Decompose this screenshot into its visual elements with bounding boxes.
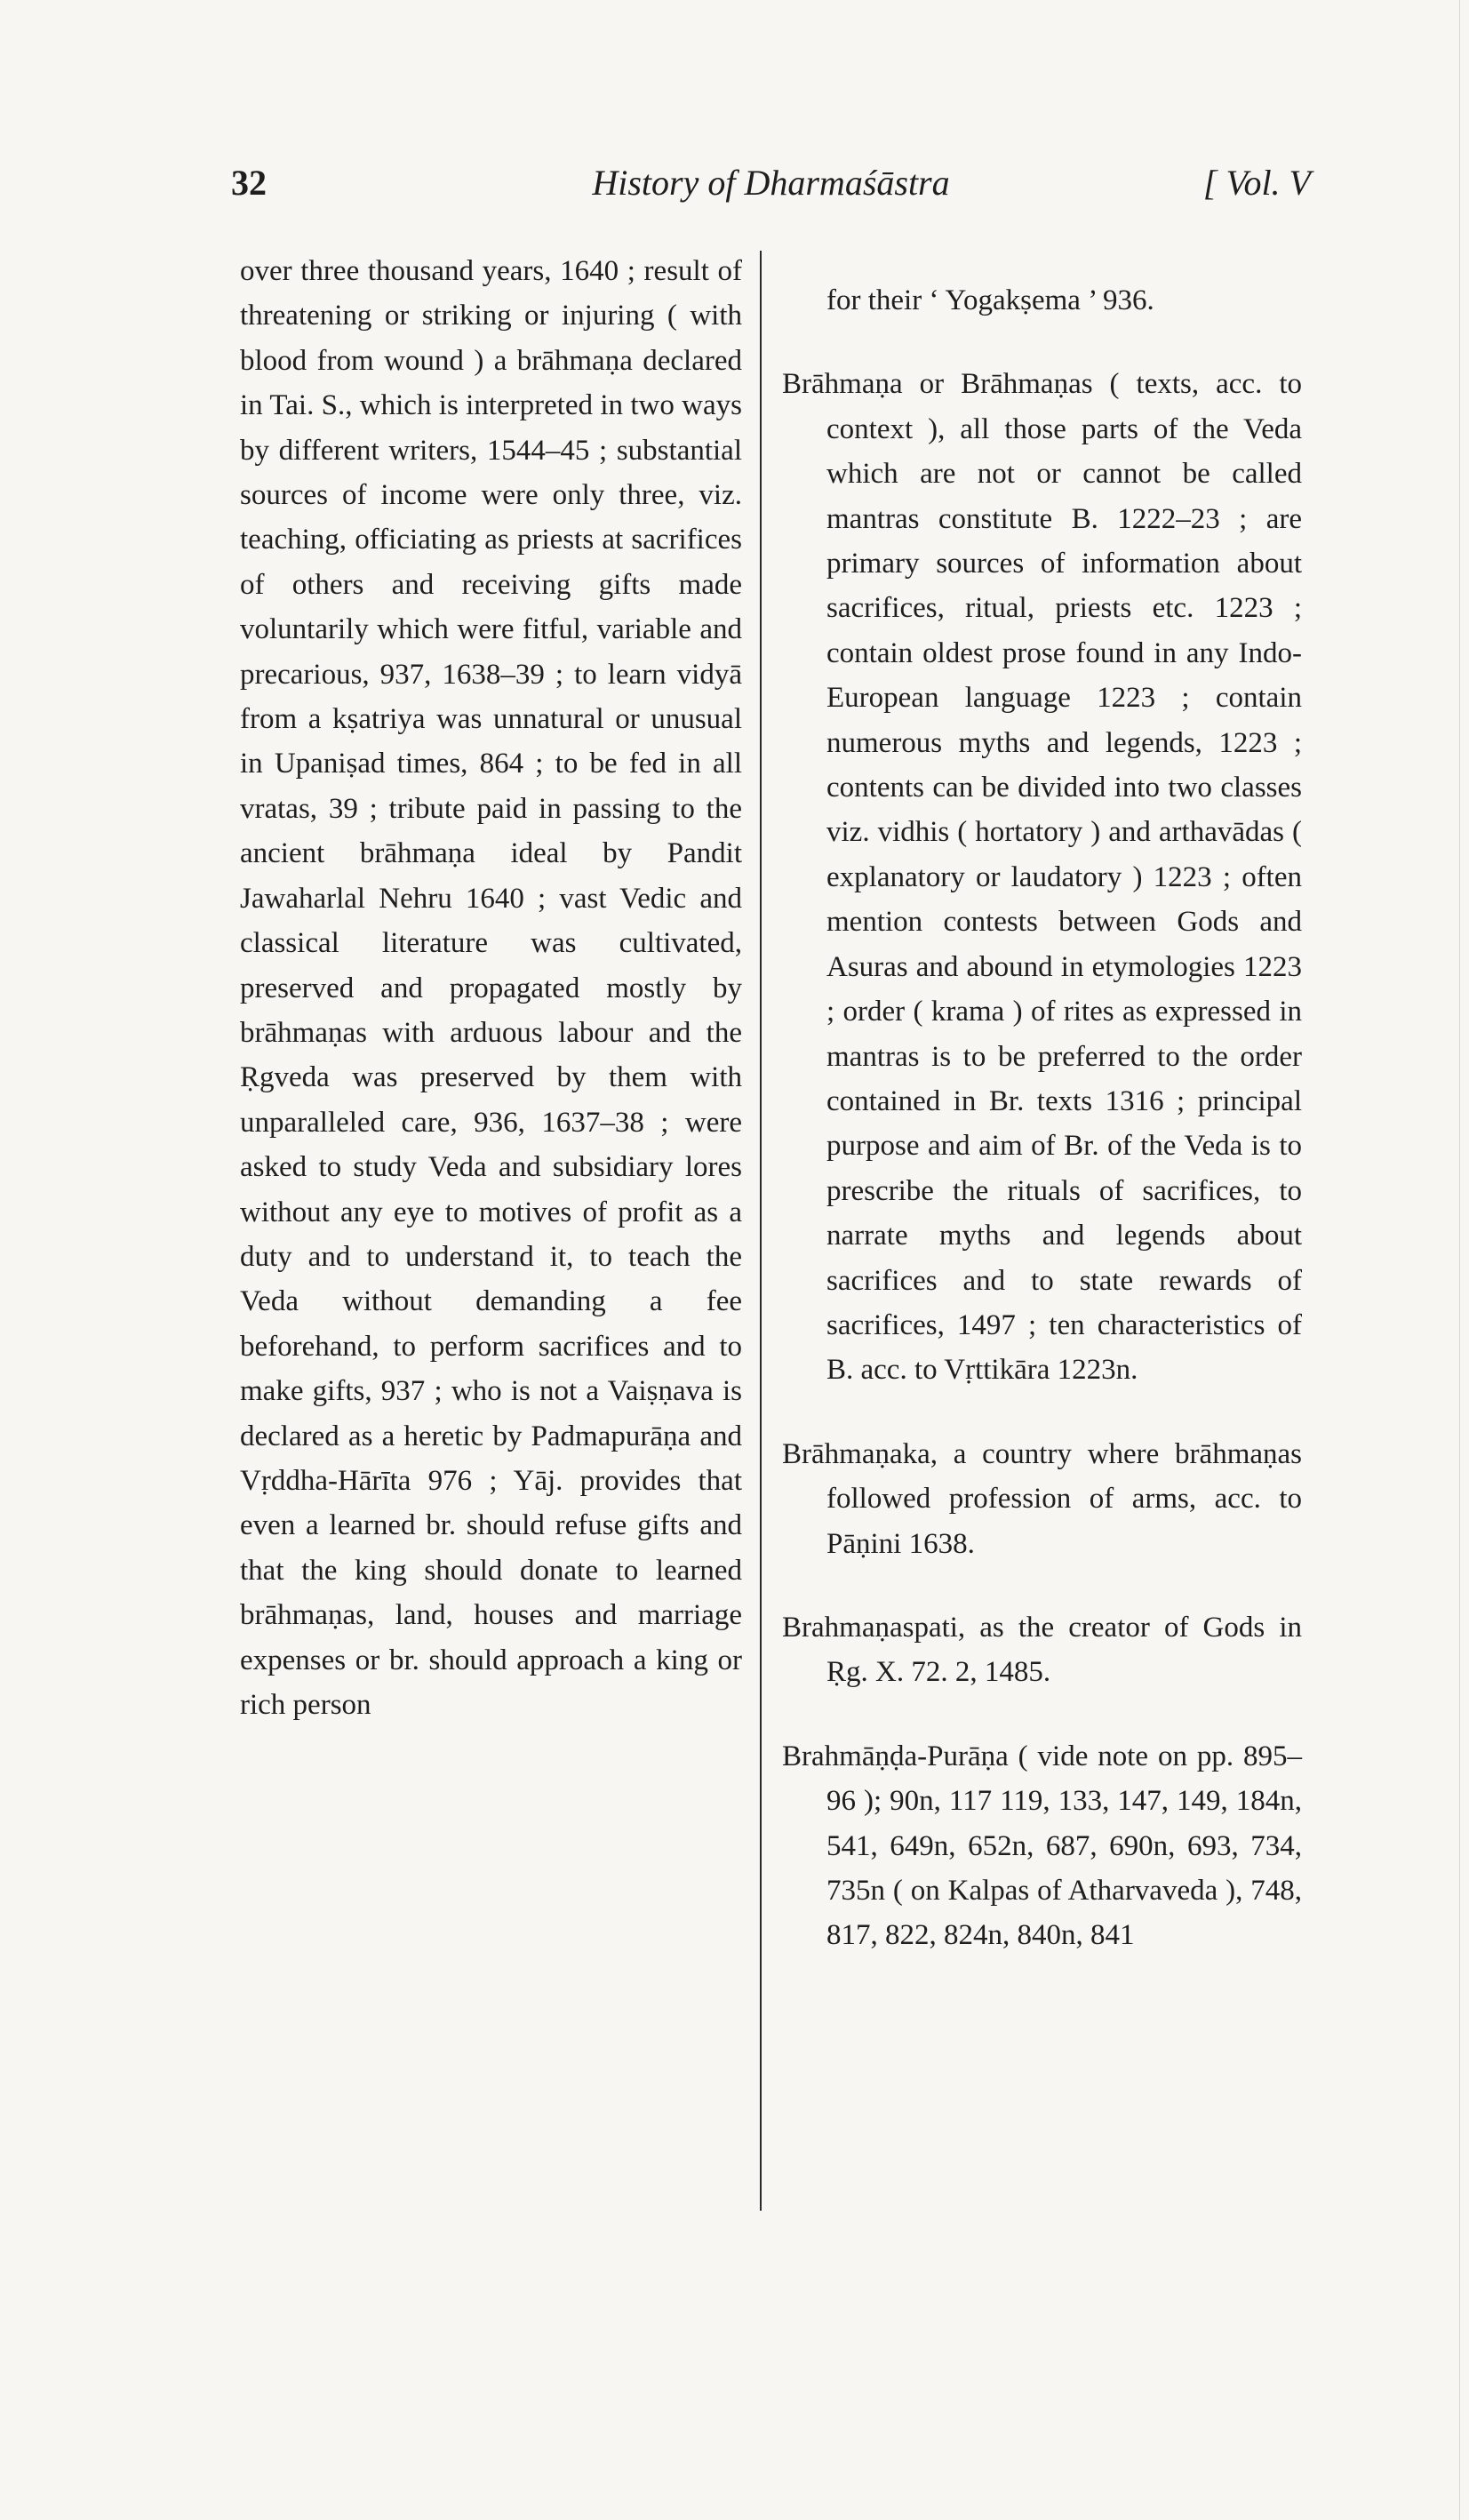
index-entry-brahmanaspati: Brahmaṇaspati, as the creator of Gods in Ṛg. X. 72. 2, 1485. xyxy=(782,1611,1302,1689)
index-entry-brahmanda-purana: Brahmāṇḍa-Purāṇa ( vide note on pp. 895–96 ); 90n, 117 119, 133, 147, 149, 184n, 541, 649n, 652n, 687, 690n, 693, 734, 735n ( on Kalpas of Atharvaveda ), 748, 817, 822, 824n, 840n, 841 xyxy=(782,1740,1302,1952)
column-divider xyxy=(760,251,762,2211)
right-column xyxy=(782,249,1302,1997)
volume-label: [ Vol. V xyxy=(1202,163,1311,203)
left-column xyxy=(240,249,742,1727)
page-edge-line xyxy=(1459,0,1460,2520)
index-entry-brahmanaka: Brāhmaṇaka, a country where brāhmaṇas followed profession of arms, acc. to Pāṇini 1638. xyxy=(782,1437,1302,1560)
running-title: History of Dharmaśāstra xyxy=(592,163,950,203)
page-header xyxy=(231,162,1311,215)
index-entry-brahmana: Brāhmaṇa or Brāhmaṇas ( texts, acc. to context ), all those parts of the Veda which are not or cannot be called mantras constitute B. 1222–23 ; are primary sources of information about sacrifices, ritual, priests etc. 1223 ; contain oldest prose found in any Indo-European language 1223 ; contain numerous myths and legends, 1223 ; contents can be divided into two classes viz. vidhis ( hortatory ) and arthavādas ( explanatory or laudatory ) 1223 ; often mention contests between Gods and Asuras and abound in etymologies 1223 ; order ( krama ) of rites as expressed in mantras is to be preferred to the order contained in Br. texts 1316 ; principal purpose and aim of Br. of the Veda is to prescribe the rituals of sacrifices, to narrate myths and legends about sacrifices and to state rewards of sacrifices, 1497 ; ten characteristics of B. acc. to Vṛttikāra 1223n. xyxy=(782,368,1302,1387)
page-number: 32 xyxy=(231,163,267,203)
left-column-text: over three thousand years, 1640 ; result of threatening or striking or injuring ( with blood from wound ) a brāhmaṇa declared in Tai. S., which is interpreted in two ways by different writers, 1544–45 ; substantial sources of income were only three, viz. teaching, officiating as priests at sacrifices of others and receiving gifts made voluntarily which were fitful, variable and precarious, 937, 1638–39 ; to learn vidyā from a kṣatriya was unnatural or unusual in Upaniṣad times, 864 ; to be fed in all vratas, 39 ; tribute paid in passing to the ancient brāhmaṇa ideal by Pandit Jawaharlal Nehru 1640 ; vast Vedic and classical literature was cultivated, preserved and propagated mostly by brāhmaṇas with arduous labour and the Ṛgveda was preserved by them with unparalleled care, 936, 1637–38 ; were asked to study Veda and subsidiary lores without any eye to motives of profit as a duty and to understand it, to teach the Veda without demanding a fee beforehand, to perform sacrifices and to make gifts, 937 ; who is not a Vaiṣṇava is declared as a heretic by Padmapurāṇa and Vṛddha-Hārīta 976 ; Yāj. provides that even a learned br. should refuse gifts and that the king should donate to learned brāhmaṇas, land, houses and marriage expenses or br. should approach a king or rich person xyxy=(240,255,742,1721)
continuation-line: for their ‘ Yogakṣema ’ 936. xyxy=(826,284,1154,316)
